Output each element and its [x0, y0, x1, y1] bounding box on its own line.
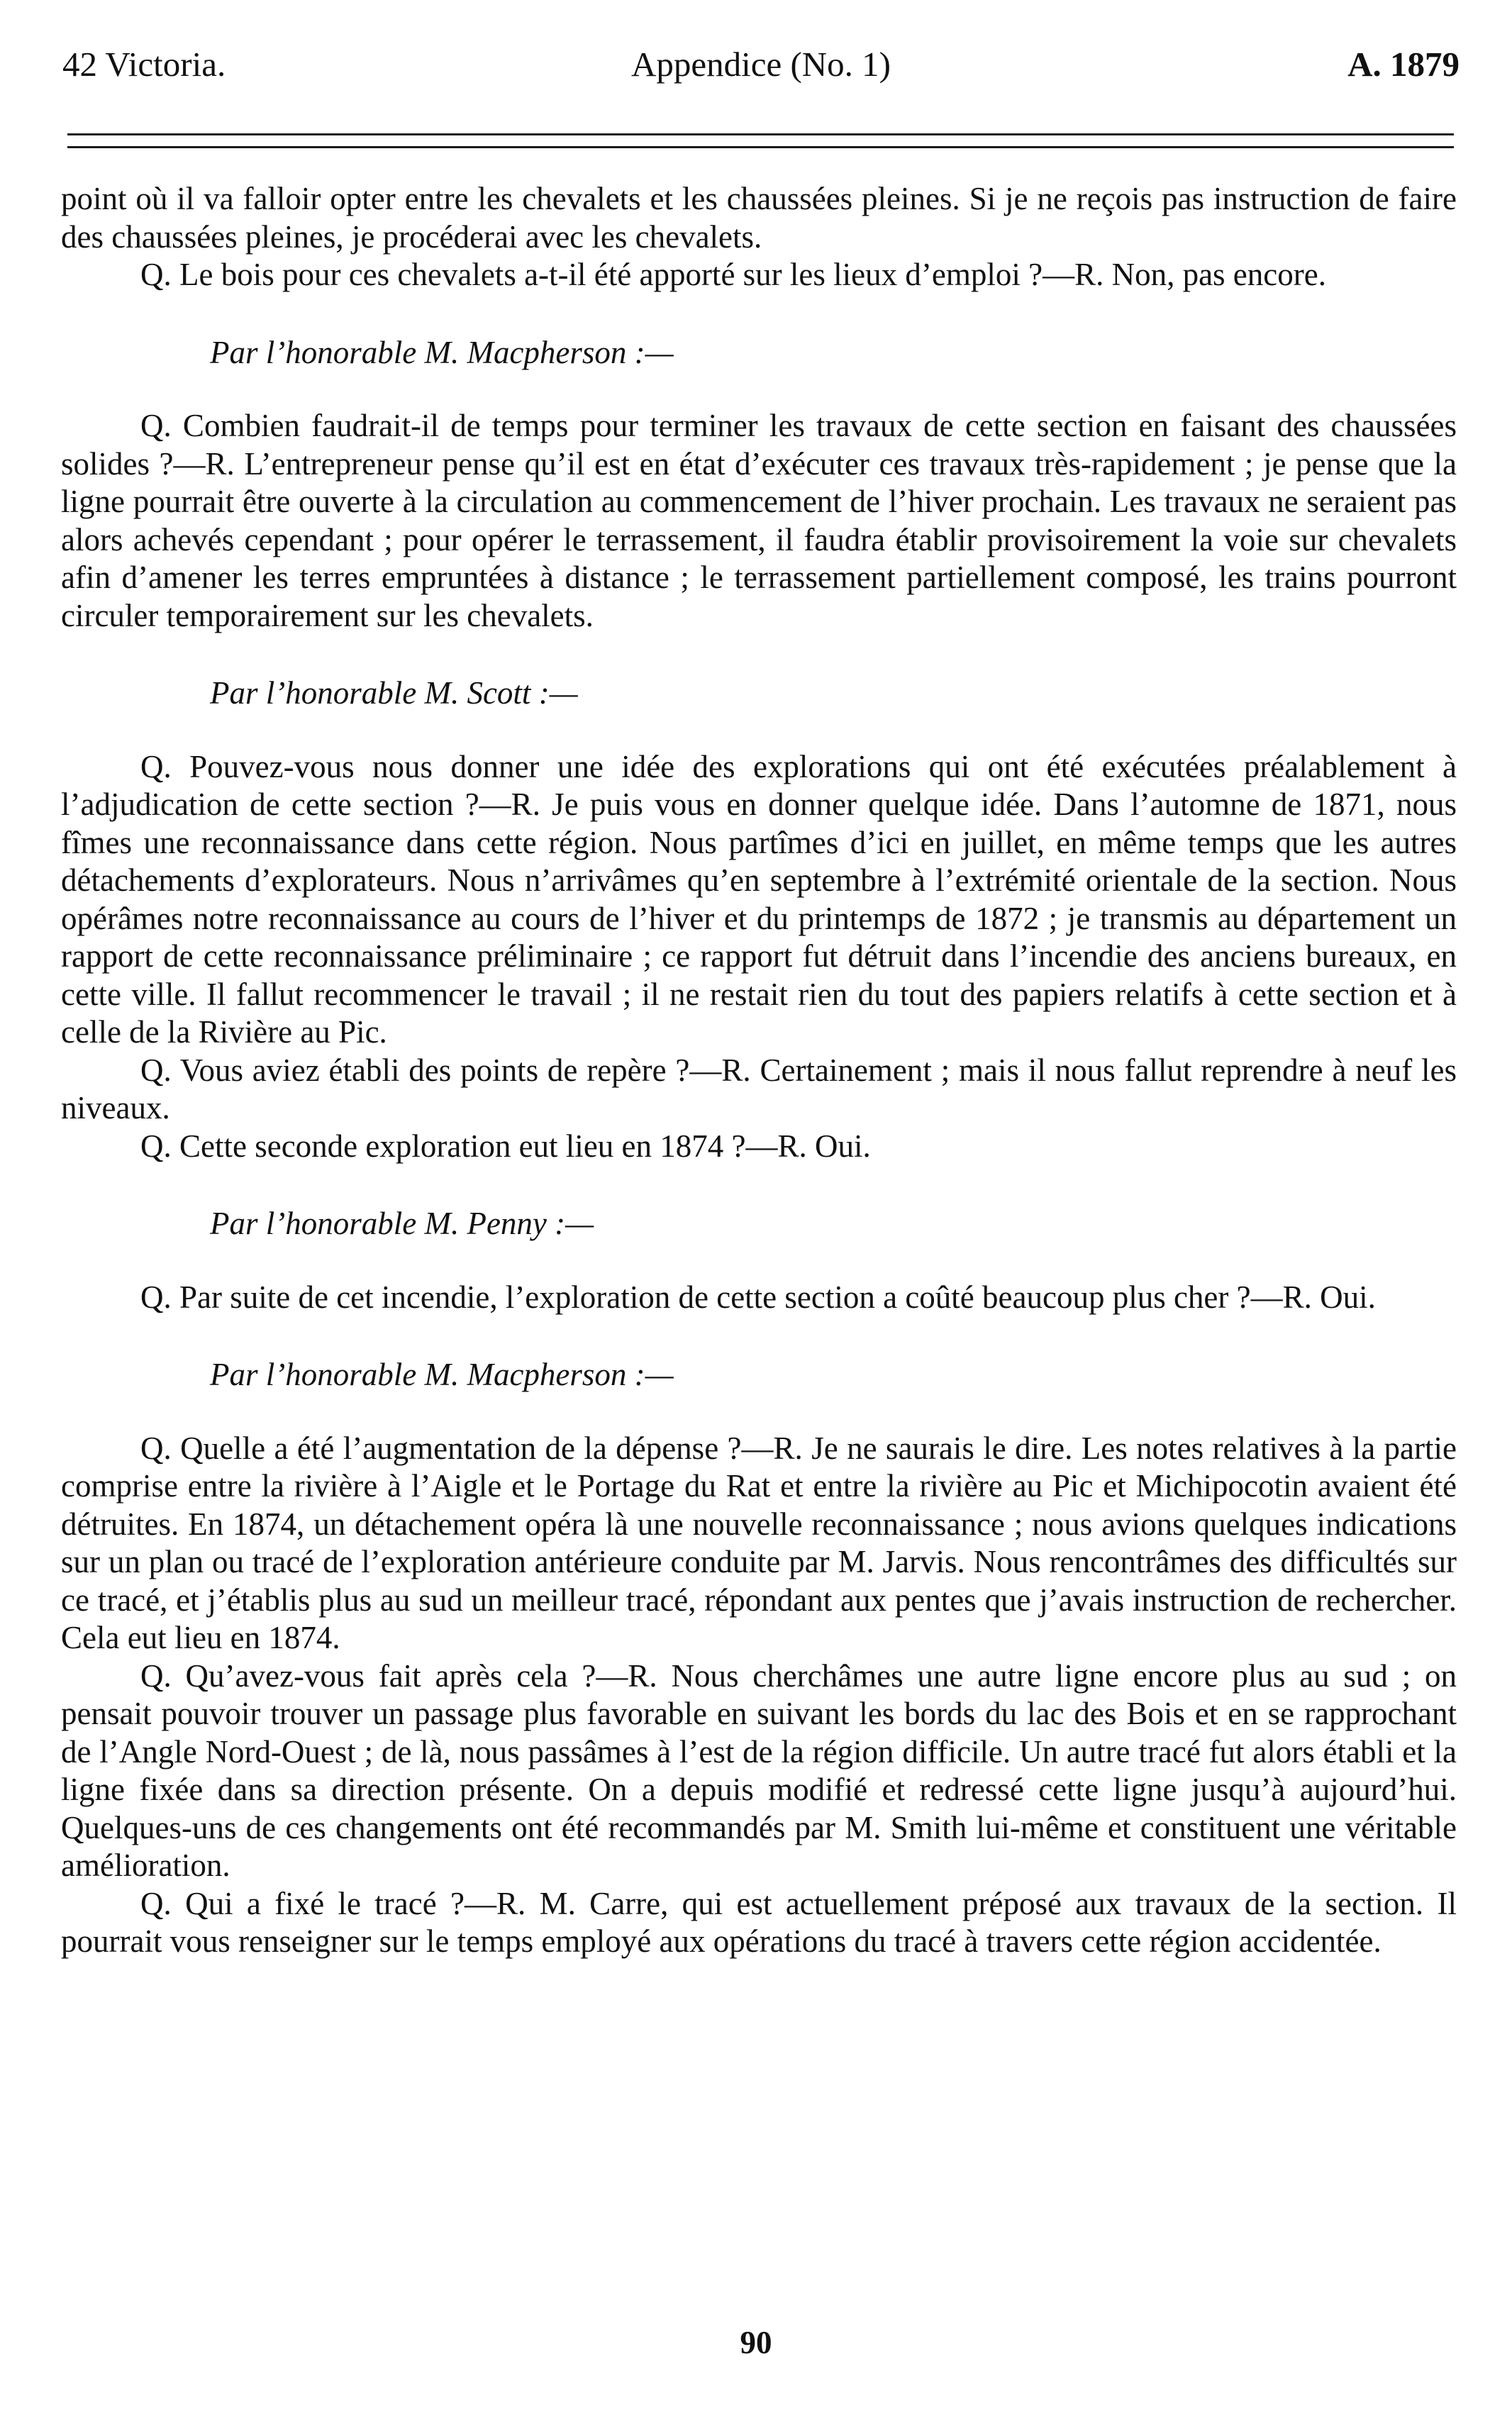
question-answer: Q. Vous aviez établi des points de repère ?—R. Certainement ; mais il nous fallut reprendre à neuf les niveaux. [61, 1052, 1457, 1126]
header-rule-bottom [67, 146, 1454, 148]
question-answer: Q. Par suite de cet incendie, l’exploration de cette section a coûté beaucoup plus cher ?—R. Oui. [140, 1279, 1376, 1315]
speaker-heading: Par l’honorable M. Scott :— [210, 675, 578, 711]
running-header [62, 44, 1460, 101]
question-answer: Q. Qui a fixé le tracé ?—R. M. Carre, qui est actuellement préposé aux travaux de la section. Il pourrait vous renseigner sur le temps employé aux opérations du tracé à travers cette région accidentée. [61, 1885, 1457, 1959]
question-answer: Q. Cette seconde exploration eut lieu en 1874 ?—R. Oui. [140, 1128, 871, 1164]
header-appendix: Appendice (No. 1) [630, 45, 891, 84]
speaker-heading: Par l’honorable M. Macpherson :— [210, 1357, 674, 1392]
header-session: 42 Victoria. [62, 45, 226, 84]
document-body [61, 180, 1457, 1961]
speaker-heading: Par l’honorable M. Penny :— [210, 1206, 594, 1241]
paragraph-continuation: point où il va falloir opter entre les chevalets et les chaussées pleines. Si je ne reçois pas instruction de faire des chaussées pleines, je procéderai avec les chevalets. [61, 181, 1457, 255]
question-answer: Q. Le bois pour ces chevalets a-t-il été apporté sur les lieux d’emploi ?—R. Non, pas encore. [140, 257, 1326, 292]
speaker-heading: Par l’honorable M. Macpherson :— [210, 334, 674, 370]
header-rule-top [67, 133, 1454, 135]
page-number: 90 [740, 2325, 772, 2360]
question-answer: Q. Pouvez-vous nous donner une idée des explorations qui ont été exécutées préalablement à l’adjudication de cette section ?—R. Je puis vous en donner quelque idée. Dans l’automne de 1871, nous fîmes une reconnaissance dans cette région. Nous partîmes d’ici en juillet, en même temps que les autres détachements d’explorateurs. Nous n’arrivâmes qu’en septembre à l’extrémité orientale de la section. Nous opérâmes notre reconnaissance au cours de l’hiver et du printemps de 1872 ; je transmis au département un rapport de cette reconnaissance préliminaire ; ce rapport fut détruit dans l’incendie des anciens bureaux, en cette ville. Il fallut recommencer le travail ; il ne restait rien du tout des papiers relatifs à cette section et à celle de la Rivière au Pic. [61, 748, 1457, 1050]
header-year: A. 1879 [1347, 45, 1460, 84]
question-answer: Q. Qu’avez-vous fait après cela ?—R. Nous cherchâmes une autre ligne encore plus au sud ; on pensait pouvoir trouver un passage plus favorable en suivant les bords du lac des Bois et en se rapprochant de l’Angle Nord-Ouest ; de là, nous passâmes à l’est de la région difficile. Un autre tracé fut alors établi et la ligne fixée dans sa direction présente. On a depuis modifié et redressé cette ligne jusqu’à aujourd’hui. Quelques-uns de ces changements ont été recommandés par M. Smith lui-même et constituent une véritable amélioration. [61, 1657, 1457, 1883]
question-answer: Q. Quelle a été l’augmentation de la dépense ?—R. Je ne saurais le dire. Les notes relatives à la partie comprise entre la rivière à l’Aigle et le Portage du Rat et entre la rivière au Pic et Michipocotin avaient été détruites. En 1874, un détachement opéra là une nouvelle reconnaissance ; nous avions quelques indications sur un plan ou tracé de l’exploration antérieure conduite par M. Jarvis. Nous rencontrâmes des difficultés sur ce tracé, et j’établis plus au sud un meilleur tracé, répondant aux pentes que j’avais instruction de rechercher. Cela eut lieu en 1874. [61, 1430, 1457, 1655]
question-answer: Q. Combien faudrait-il de temps pour terminer les travaux de cette section en faisant des chaussées solides ?—R. L’entrepreneur pense qu’il est en état d’exécuter ces travaux très-rapidement ; je pense que la ligne pourrait être ouverte à la circulation au commencement de l’hiver prochain. Les travaux ne seraient pas alors achevés cependant ; pour opérer le terrassement, il faudra établir provisoirement la voie sur chevalets afin d’amener les terres empruntées à distance ; le terrassement partiellement composé, les trains pourront circuler temporairement sur les chevalets. [61, 408, 1457, 633]
